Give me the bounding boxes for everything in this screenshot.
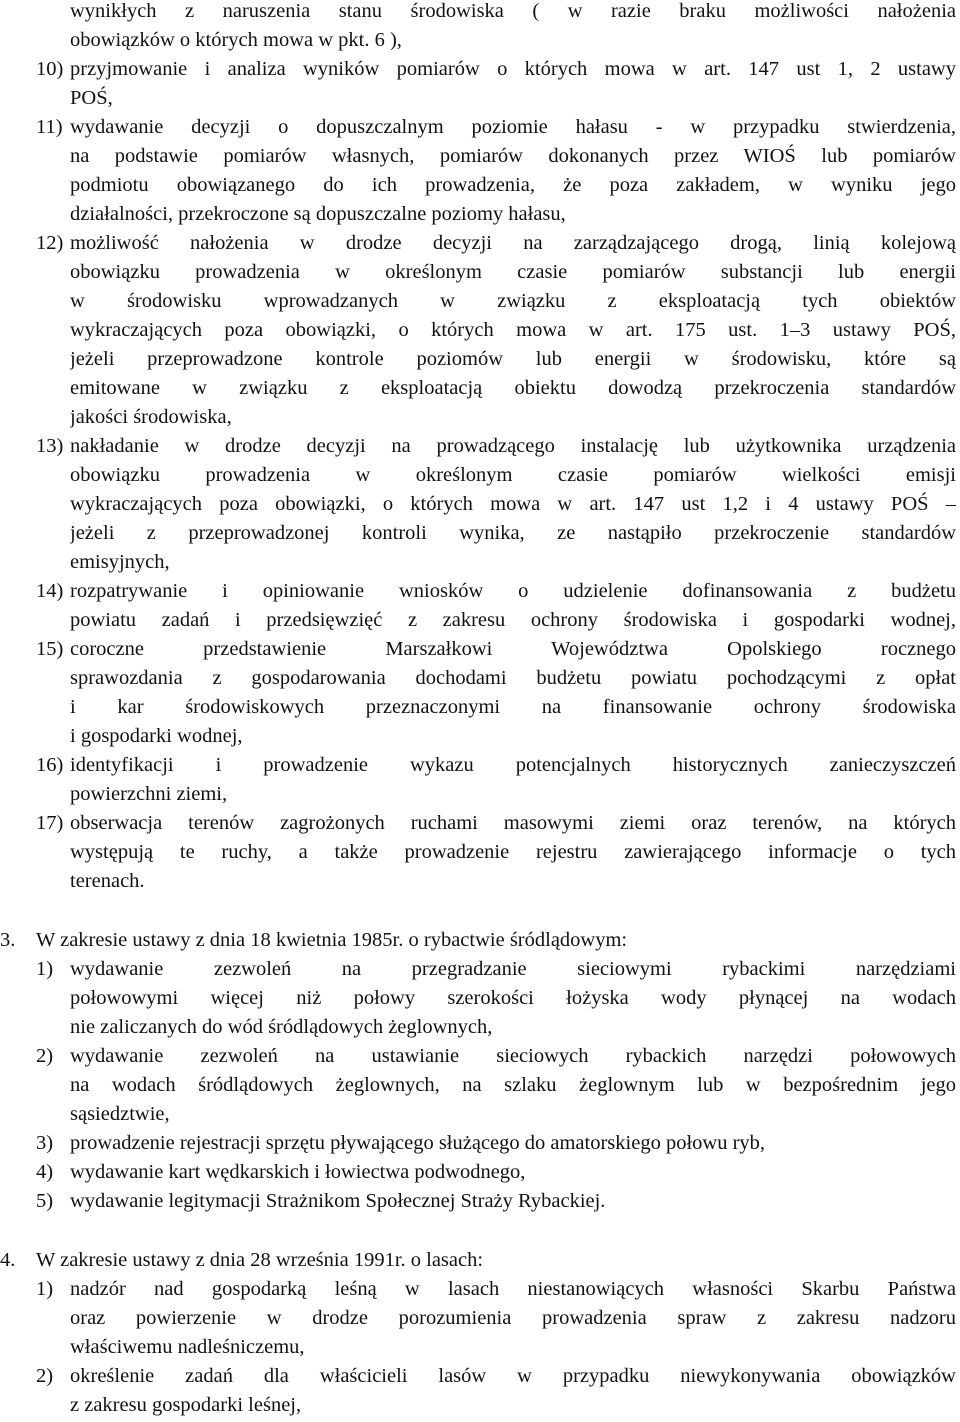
item-number: 1) (36, 1278, 54, 1300)
list-item-line (0, 577, 960, 606)
text-line (0, 1304, 960, 1333)
item-number: 3) (36, 1132, 54, 1154)
line-text: wynikłych z naruszenia stanu środowiska ( w razie braku możliwości nałożenia (70, 0, 956, 22)
list-item-line (0, 229, 960, 258)
line-text: nadzór nad gospodarką leśną w lasach niestanowiących własności Skarbu Państwa (70, 1278, 956, 1300)
item-number: 4. (0, 1249, 16, 1271)
line-text: obowiązków o których mowa w pkt. 6 ), (70, 29, 402, 51)
text-line (0, 1013, 960, 1042)
line-text: w środowisku wprowadzanych w związku z eksploatacją tych obiektów (70, 290, 956, 312)
text-line (0, 461, 960, 490)
line-text: powierzchni ziemi, (70, 783, 228, 805)
line-text: prowadzenie rejestracji sprzętu pływającego służącego do amatorskiego połowu ryb, (70, 1132, 766, 1154)
line-text: W zakresie ustawy z dnia 28 września 1991r. o lasach: (36, 1249, 484, 1271)
item-number: 2) (36, 1045, 54, 1067)
line-text: emisyjnych, (70, 551, 170, 573)
line-text: wydawanie decyzji o dopuszczalnym poziomie hałasu - w przypadku stwierdzenia, (70, 116, 956, 138)
list-item-line (0, 955, 960, 984)
line-text: sprawozdania z gospodarowania dochodami budżetu powiatu pochodzącymi z opłat (70, 667, 956, 689)
list-item-line (0, 1042, 960, 1071)
item-number: 11) (36, 116, 63, 138)
line-text: identyfikacji i prowadzenie wykazu potencjalnych historycznych zanieczyszczeń (70, 754, 956, 776)
list-item-line (0, 55, 960, 84)
item-number: 14) (36, 580, 64, 602)
text-line (0, 664, 960, 693)
line-text: wydawanie zezwoleń na ustawianie sieciowych rybackich narzędzi połowowych (70, 1045, 956, 1067)
list-item-line (0, 113, 960, 142)
list-item-line (0, 926, 960, 955)
line-text: W zakresie ustawy z dnia 18 kwietnia 1985r. o rybactwie śródlądowym: (36, 929, 628, 951)
item-number: 1) (36, 958, 54, 980)
text-line (0, 838, 960, 867)
list-item-line (0, 1129, 960, 1158)
item-number: 12) (36, 232, 64, 254)
text-line (0, 606, 960, 635)
line-text: jakości środowiska, (70, 406, 232, 428)
text-line (0, 171, 960, 200)
line-text: i gospodarki wodnej, (70, 725, 243, 747)
line-text: oraz powierzenie w drodze porozumienia prowadzenia spraw z zakresu nadzoru (70, 1307, 956, 1329)
line-text: terenach. (70, 870, 145, 892)
list-item-line (0, 1246, 960, 1275)
text-line (0, 345, 960, 374)
text-line (0, 490, 960, 519)
line-text: określenie zadań dla właścicieli lasów w przypadku niewykonywania obowiązków (70, 1365, 956, 1387)
item-number: 15) (36, 638, 64, 660)
line-text: na podstawie pomiarów własnych, pomiarów dokonanych przez WIOŚ lub pomiarów (70, 145, 956, 167)
text-line (0, 0, 960, 26)
item-number: 2) (36, 1365, 54, 1387)
text-line (0, 867, 960, 896)
item-number: 3. (0, 929, 16, 951)
line-text: obowiązku prowadzenia w określonym czasie pomiarów substancji lub energii (70, 261, 956, 283)
line-text: obserwacja terenów zagrożonych ruchami masowymi ziemi oraz terenów, na których (70, 812, 956, 834)
text-line (0, 316, 960, 345)
line-text: jeżeli przeprowadzone kontrole poziomów lub energii w środowisku, które są (70, 348, 956, 370)
text-line (0, 1391, 960, 1420)
line-text: coroczne przedstawienie Marszałkowi Województwa Opolskiego rocznego (70, 638, 956, 660)
text-line (0, 84, 960, 113)
text-line (0, 374, 960, 403)
text-line (0, 1100, 960, 1129)
item-number: 17) (36, 812, 64, 834)
line-text: jeżeli z przeprowadzonej kontroli wynika, ze nastąpiło przekroczenie standardów (70, 522, 956, 544)
text-line (0, 780, 960, 809)
list-item-line (0, 1158, 960, 1187)
item-number: 16) (36, 754, 64, 776)
line-text: przyjmowanie i analiza wyników pomiarów o których mowa w art. 147 ust 1, 2 ustawy (70, 58, 956, 80)
list-item-line (0, 635, 960, 664)
line-text: z zakresu gospodarki leśnej, (70, 1394, 302, 1416)
text-line (0, 722, 960, 751)
list-item-line (0, 432, 960, 461)
line-text: działalności, przekroczone są dopuszczalne poziomy hałasu, (70, 203, 566, 225)
list-item-line (0, 1362, 960, 1391)
text-line (0, 142, 960, 171)
line-text: wydawanie kart wędkarskich i łowiectwa podwodnego, (70, 1161, 526, 1183)
item-number: 4) (36, 1161, 54, 1183)
list-item-line (0, 809, 960, 838)
line-text: wydawanie zezwoleń na przegradzanie sieciowymi rybackimi narzędziami (70, 958, 956, 980)
line-text: obowiązku prowadzenia w określonym czasie pomiarów wielkości emisji (70, 464, 956, 486)
line-text: sąsiedztwie, (70, 1103, 170, 1125)
item-number: 10) (36, 58, 64, 80)
line-text: i kar środowiskowych przeznaczonymi na finansowanie ochrony środowiska (70, 696, 956, 718)
text-line (0, 1333, 960, 1362)
text-line (0, 287, 960, 316)
line-text: połowowymi więcej niż połowy szerokości łożyska wody płynącej na wodach (70, 987, 956, 1009)
text-line (0, 26, 960, 55)
line-text: właściwemu nadleśniczemu, (70, 1336, 305, 1358)
line-text: POŚ, (70, 87, 113, 109)
line-text: wydawanie legitymacji Strażnikom Społecznej Straży Rybackiej. (70, 1190, 606, 1212)
text-line (0, 548, 960, 577)
text-line (0, 258, 960, 287)
line-text: rozpatrywanie i opiniowanie wniosków o udzielenie dofinansowania z budżetu (70, 580, 956, 602)
line-text: nie zaliczanych do wód śródlądowych żeglownych, (70, 1016, 493, 1038)
item-number: 13) (36, 435, 64, 457)
line-text: na wodach śródlądowych żeglownych, na szlaku żeglownym lub w bezpośrednim jego (70, 1074, 956, 1096)
text-line (0, 984, 960, 1013)
line-text: występują te ruchy, a także prowadzenie rejestru zawierającego informacje o tych (70, 841, 956, 863)
item-number: 5) (36, 1190, 54, 1212)
line-text: możliwość nałożenia w drodze decyzji na zarządzającego drogą, linią kolejową (70, 232, 956, 254)
line-text: podmiotu obowiązanego do ich prowadzenia, że poza zakładem, w wyniku jego (70, 174, 956, 196)
line-text: emitowane w związku z eksploatacją obiektu dowodzą przekroczenia standardów (70, 377, 956, 399)
text-line (0, 519, 960, 548)
line-text: wykraczających poza obowiązki, o których mowa w art. 175 ust. 1–3 ustawy POŚ, (70, 319, 956, 341)
text-line (0, 693, 960, 722)
text-line (0, 403, 960, 432)
line-text: wykraczających poza obowiązki, o których mowa w art. 147 ust 1,2 i 4 ustawy POŚ – (70, 493, 956, 515)
list-item-line (0, 751, 960, 780)
text-line (0, 1071, 960, 1100)
list-item-line (0, 1275, 960, 1304)
line-text: nakładanie w drodze decyzji na prowadzącego instalację lub użytkownika urządzenia (70, 435, 956, 457)
list-item-line (0, 1187, 960, 1216)
text-line (0, 200, 960, 229)
line-text: powiatu zadań i przedsięwzięć z zakresu ochrony środowiska i gospodarki wodnej, (70, 609, 956, 631)
